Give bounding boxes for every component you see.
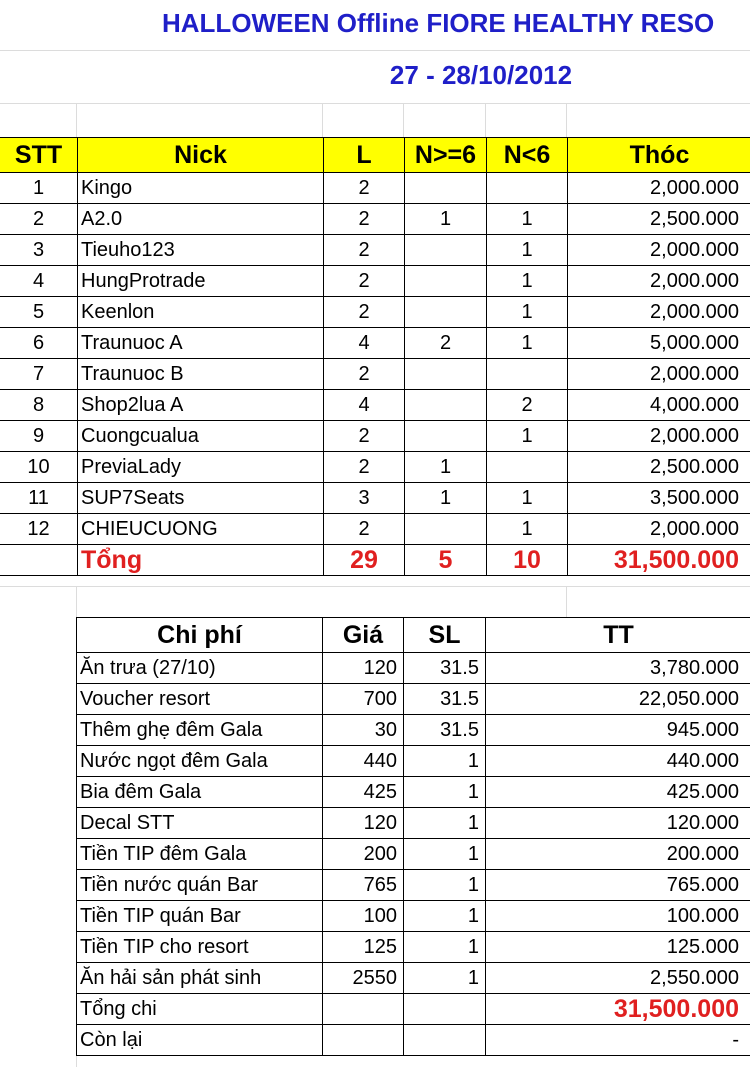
table-row (77, 870, 750, 901)
total-l: 29 (324, 545, 405, 576)
cell-stt: 7 (0, 359, 78, 390)
cell-amount: 200.000 (486, 839, 750, 870)
total-n-lt6: 10 (487, 545, 568, 576)
cell-price: 30 (323, 715, 404, 746)
header-qty: SL (404, 618, 486, 653)
table-row (77, 653, 750, 684)
cell-l: 2 (324, 514, 405, 545)
gridline (322, 103, 323, 138)
cell-price: 120 (323, 808, 404, 839)
header-n-lt6: N<6 (487, 138, 568, 173)
cell-price: 440 (323, 746, 404, 777)
cell-qty: 1 (404, 746, 486, 777)
participants-header-row (0, 138, 750, 173)
cell-item: Voucher resort (77, 684, 323, 715)
table-row (77, 839, 750, 870)
header-amount: TT (486, 618, 750, 653)
cell-item: Tiền TIP cho resort (77, 932, 323, 963)
cell-qty: 1 (404, 839, 486, 870)
cell-nick: Traunuoc A (78, 328, 324, 359)
cell-stt: 11 (0, 483, 78, 514)
cell-nick: Kingo (78, 173, 324, 204)
table-row (77, 715, 750, 746)
cell-amount: 945.000 (486, 715, 750, 746)
cell-thoc: 2,000.000 (568, 266, 750, 297)
cell-item: Nước ngọt đêm Gala (77, 746, 323, 777)
cell-nick: CHIEUCUONG (78, 514, 324, 545)
header-price: Giá (323, 618, 404, 653)
cell-item: Tiền TIP đêm Gala (77, 839, 323, 870)
gridline (566, 103, 567, 138)
cell-n-lt6 (487, 359, 568, 390)
cell-thoc: 2,500.000 (568, 452, 750, 483)
cell-nick: A2.0 (78, 204, 324, 235)
cell-n-ge6 (405, 421, 487, 452)
header-item: Chi phí (77, 618, 323, 653)
empty-cell (323, 1025, 404, 1056)
cell-l: 2 (324, 266, 405, 297)
cell-amount: 3,780.000 (486, 653, 750, 684)
cell-n-lt6: 1 (487, 235, 568, 266)
cell-stt: 5 (0, 297, 78, 328)
cell-thoc: 2,000.000 (568, 235, 750, 266)
empty-cell (404, 1025, 486, 1056)
cell-l: 2 (324, 235, 405, 266)
cell-nick: SUP7Seats (78, 483, 324, 514)
cell-item: Decal STT (77, 808, 323, 839)
header-stt: STT (0, 138, 78, 173)
cell-amount: 2,550.000 (486, 963, 750, 994)
cell-stt: 12 (0, 514, 78, 545)
table-row (0, 483, 750, 514)
cell-n-ge6 (405, 297, 487, 328)
cell-n-ge6 (405, 235, 487, 266)
costs-total-label: Tổng chi (77, 994, 323, 1025)
cell-qty: 1 (404, 901, 486, 932)
table-row (77, 963, 750, 994)
cell-l: 2 (324, 421, 405, 452)
sheet-date: 27 - 28/10/2012 (389, 60, 573, 90)
cell-item: Tiền nước quán Bar (77, 870, 323, 901)
cell-n-ge6 (405, 266, 487, 297)
cell-price: 120 (323, 653, 404, 684)
cell-qty: 1 (404, 808, 486, 839)
cell-price: 425 (323, 777, 404, 808)
cell-l: 2 (324, 452, 405, 483)
gridline (0, 50, 750, 51)
cell-n-ge6: 2 (405, 328, 487, 359)
table-row (77, 684, 750, 715)
cell-nick: Shop2lua A (78, 390, 324, 421)
cell-thoc: 2,500.000 (568, 204, 750, 235)
table-row (0, 235, 750, 266)
cell-n-lt6 (487, 173, 568, 204)
table-row (0, 421, 750, 452)
cell-qty: 31.5 (404, 653, 486, 684)
table-row (77, 808, 750, 839)
cell-stt: 6 (0, 328, 78, 359)
cell-item: Ăn trưa (27/10) (77, 653, 323, 684)
costs-total-row (77, 994, 750, 1025)
cell-item: Thêm ghẹ đêm Gala (77, 715, 323, 746)
cell-amount: 440.000 (486, 746, 750, 777)
cell-stt: 3 (0, 235, 78, 266)
cell-thoc: 3,500.000 (568, 483, 750, 514)
cell-l: 2 (324, 297, 405, 328)
header-thoc: Thóc (568, 138, 750, 173)
cell-n-lt6: 1 (487, 266, 568, 297)
sheet-title: HALLOWEEN Offline FIORE HEALTHY RESO (162, 8, 715, 38)
cell-price: 100 (323, 901, 404, 932)
gridline (566, 586, 567, 617)
cell-price: 200 (323, 839, 404, 870)
cell-n-lt6: 1 (487, 328, 568, 359)
participants-total-row (0, 545, 750, 576)
cell-stt: 9 (0, 421, 78, 452)
cell-amount: 765.000 (486, 870, 750, 901)
cell-qty: 31.5 (404, 715, 486, 746)
cell-n-ge6 (405, 359, 487, 390)
cell-qty: 1 (404, 932, 486, 963)
costs-remaining-amount: - (486, 1025, 750, 1056)
header-l: L (324, 138, 405, 173)
cell-l: 2 (324, 173, 405, 204)
cell-thoc: 5,000.000 (568, 328, 750, 359)
cell-n-lt6 (487, 452, 568, 483)
cell-stt: 8 (0, 390, 78, 421)
table-row (77, 777, 750, 808)
cell-n-ge6 (405, 173, 487, 204)
header-nick: Nick (78, 138, 324, 173)
table-row (0, 204, 750, 235)
cell-n-lt6: 2 (487, 390, 568, 421)
cell-stt: 4 (0, 266, 78, 297)
cell-thoc: 2,000.000 (568, 359, 750, 390)
empty-cell (404, 994, 486, 1025)
table-row (0, 452, 750, 483)
cell-stt: 2 (0, 204, 78, 235)
total-label: Tổng (78, 545, 324, 576)
cell-l: 3 (324, 483, 405, 514)
costs-remaining-row (77, 1025, 750, 1056)
costs-table (76, 617, 750, 1056)
table-row (0, 328, 750, 359)
table-row (77, 932, 750, 963)
cell-thoc: 4,000.000 (568, 390, 750, 421)
cell-l: 2 (324, 204, 405, 235)
cell-l: 2 (324, 359, 405, 390)
cell-qty: 31.5 (404, 684, 486, 715)
cell-n-ge6: 1 (405, 204, 487, 235)
cell-qty: 1 (404, 963, 486, 994)
cell-price: 125 (323, 932, 404, 963)
table-row (0, 514, 750, 545)
cell-item: Ăn hải sản phát sinh (77, 963, 323, 994)
empty-cell (0, 545, 78, 576)
costs-header-row (77, 618, 750, 653)
table-row (0, 359, 750, 390)
table-row (77, 746, 750, 777)
costs-remaining-label: Còn lại (77, 1025, 323, 1056)
table-row (0, 390, 750, 421)
cell-n-ge6: 1 (405, 452, 487, 483)
total-thoc: 31,500.000 (568, 545, 750, 576)
cell-thoc: 2,000.000 (568, 421, 750, 452)
cell-qty: 1 (404, 870, 486, 901)
cell-nick: PreviaLady (78, 452, 324, 483)
table-row (0, 173, 750, 204)
total-n-ge6: 5 (405, 545, 487, 576)
cell-nick: HungProtrade (78, 266, 324, 297)
gridline (485, 103, 486, 138)
cell-n-ge6: 1 (405, 483, 487, 514)
gridline (0, 103, 750, 104)
gridline (76, 586, 77, 617)
empty-cell (323, 994, 404, 1025)
costs-total-amount: 31,500.000 (486, 994, 750, 1025)
cell-nick: Cuongcualua (78, 421, 324, 452)
cell-nick: Traunuoc B (78, 359, 324, 390)
cell-n-ge6 (405, 390, 487, 421)
gridline (403, 103, 404, 138)
cell-amount: 22,050.000 (486, 684, 750, 715)
cell-qty: 1 (404, 777, 486, 808)
cell-price: 700 (323, 684, 404, 715)
cell-n-lt6: 1 (487, 483, 568, 514)
cell-l: 4 (324, 328, 405, 359)
cell-amount: 120.000 (486, 808, 750, 839)
cell-price: 765 (323, 870, 404, 901)
cell-amount: 100.000 (486, 901, 750, 932)
header-n-ge6: N>=6 (405, 138, 487, 173)
cell-stt: 1 (0, 173, 78, 204)
cell-thoc: 2,000.000 (568, 173, 750, 204)
cell-n-lt6: 1 (487, 297, 568, 328)
cell-amount: 125.000 (486, 932, 750, 963)
table-row (77, 901, 750, 932)
participants-table (0, 137, 750, 576)
cell-n-ge6 (405, 514, 487, 545)
cell-thoc: 2,000.000 (568, 297, 750, 328)
cell-n-lt6: 1 (487, 514, 568, 545)
table-row (0, 266, 750, 297)
gridline (76, 103, 77, 138)
gridline (0, 586, 750, 587)
cell-thoc: 2,000.000 (568, 514, 750, 545)
cell-nick: Keenlon (78, 297, 324, 328)
cell-amount: 425.000 (486, 777, 750, 808)
cell-price: 2550 (323, 963, 404, 994)
cell-item: Bia đêm Gala (77, 777, 323, 808)
cell-nick: Tieuho123 (78, 235, 324, 266)
cell-item: Tiền TIP quán Bar (77, 901, 323, 932)
table-row (0, 297, 750, 328)
cell-stt: 10 (0, 452, 78, 483)
cell-n-lt6: 1 (487, 421, 568, 452)
cell-l: 4 (324, 390, 405, 421)
cell-n-lt6: 1 (487, 204, 568, 235)
